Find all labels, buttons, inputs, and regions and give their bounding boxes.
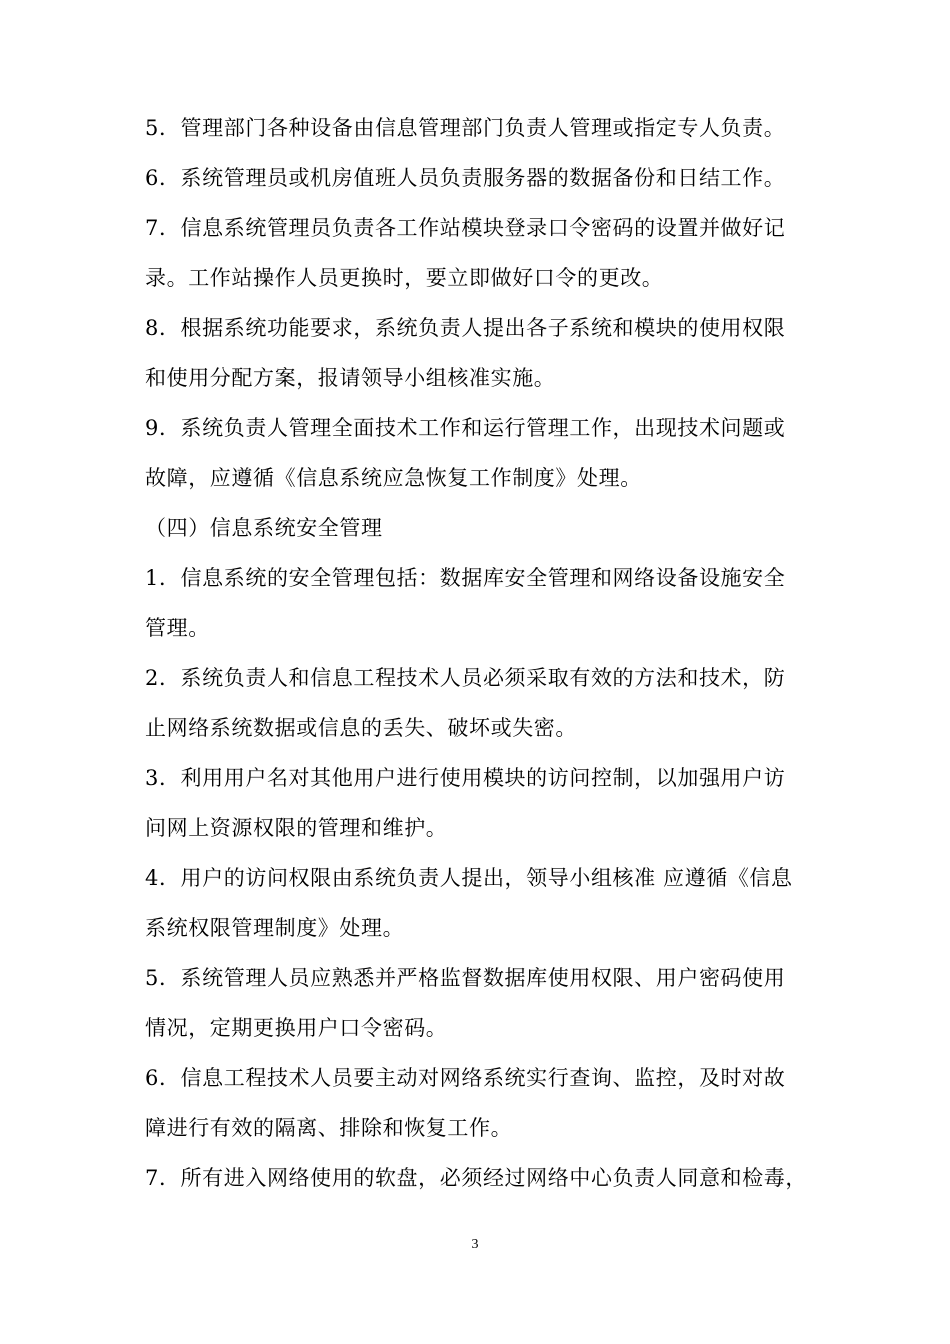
text-line: 系统权限管理制度》处理。: [145, 916, 405, 940]
text-line: 止网络系统数据或信息的丢失、破坏或失密。: [145, 716, 577, 740]
text-line: 和使用分配方案，报请领导小组核准实施。: [145, 366, 556, 390]
text-line: 8．根据系统功能要求，系统负责人提出各子系统和模块的使用权限: [145, 316, 786, 340]
text-line: 故障，应遵循《信息系统应急恢复工作制度》处理。: [145, 466, 642, 490]
text-line: 问网上资源权限的管理和维护。: [145, 816, 448, 840]
text-line: 5．系统管理人员应熟悉并严格监督数据库使用权限、用户密码使用: [145, 966, 786, 990]
text-line: 4．用户的访问权限由系统负责人提出，领导小组核准 应遵循《信息: [145, 866, 793, 890]
section-heading: （四）信息系统安全管理: [145, 516, 383, 540]
text-line: 障进行有效的隔离、排除和恢复工作。: [145, 1116, 513, 1140]
text-line: 6．信息工程技术人员要主动对网络系统实行查询、监控，及时对故: [145, 1066, 786, 1090]
page-number: 3: [471, 1237, 479, 1252]
text-line: 管理。: [145, 616, 210, 640]
text-line: 录。工作站操作人员更换时，要立即做好口令的更改。: [145, 266, 664, 290]
text-line: 7．信息系统管理员负责各工作站模块登录口令密码的设置并做好记: [145, 216, 786, 240]
text-line: 2．系统负责人和信息工程技术人员必须采取有效的方法和技术，防: [145, 666, 786, 690]
text-line: 6．系统管理员或机房值班人员负责服务器的数据备份和日结工作。: [145, 166, 786, 190]
text-line: 7．所有进入网络使用的软盘，必须经过网络中心负责人同意和检毒，: [145, 1166, 807, 1190]
text-line: 1．信息系统的安全管理包括：数据库安全管理和网络设备设施安全: [145, 566, 786, 590]
text-line: 3．利用用户名对其他用户进行使用模块的访问控制，以加强用户访: [145, 766, 786, 790]
text-line: 5．管理部门各种设备由信息管理部门负责人管理或指定专人负责。: [145, 116, 786, 140]
document-body: [145, 103, 810, 1203]
text-line: 情况，定期更换用户口令密码。: [145, 1016, 448, 1040]
text-line: 9．系统负责人管理全面技术工作和运行管理工作，出现技术问题或: [145, 416, 786, 440]
